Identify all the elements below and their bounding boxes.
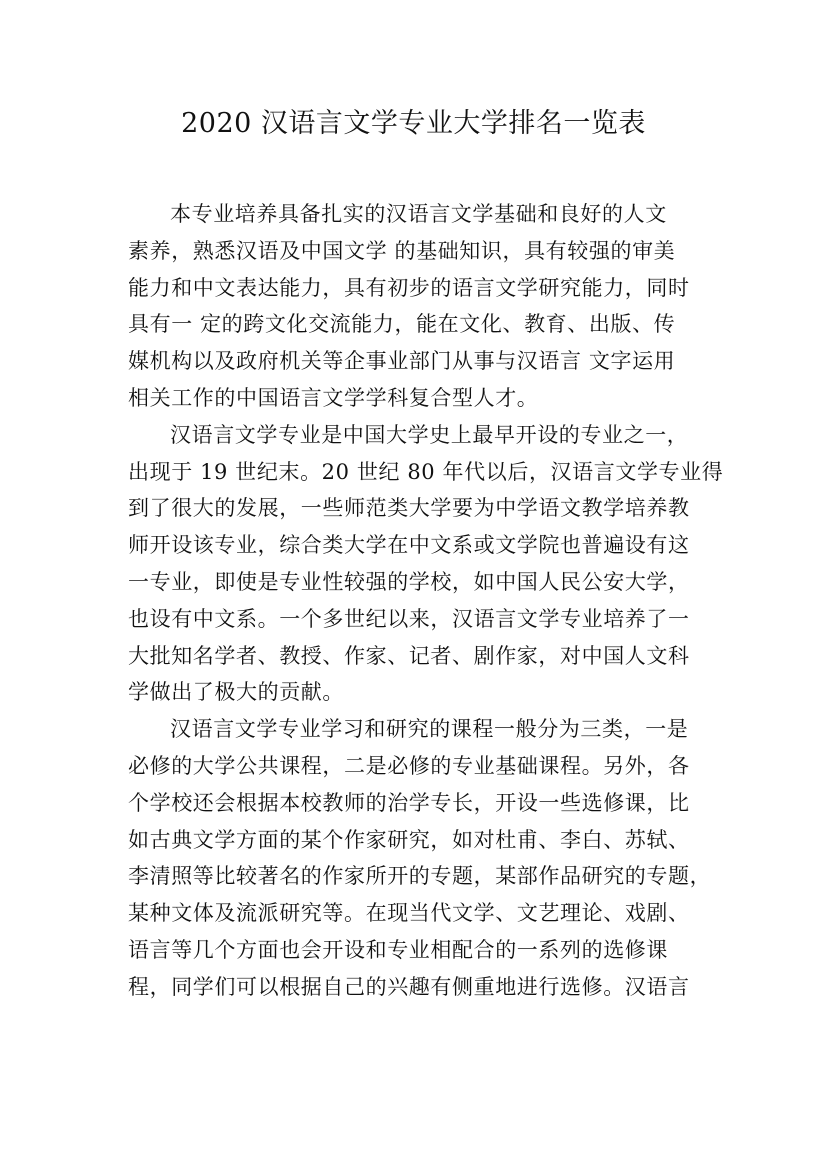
document-body xyxy=(128,196,724,1006)
text-line: 语言等几个方面也会开设和专业相配合的一系列的选修课 xyxy=(128,937,668,962)
text-line: 汉语言文学专业学习和研究的课程一般分为三类，一是 xyxy=(170,717,689,742)
text-line: 也设有中文系。一个多世纪以来，汉语言文学专业培养了一 xyxy=(128,606,690,631)
text-line: 大批知名学者、教授、作家、记者、剧作家，对中国人文科 xyxy=(128,643,690,668)
text-line: 必修的大学公共课程，二是必修的专业基础课程。另外，各 xyxy=(128,753,690,778)
text-line: 个学校还会根据本校教师的治学专长，开设一些选修课，比 xyxy=(128,790,690,815)
paragraph-3 xyxy=(128,711,712,1005)
text-line: 相关工作的中国语言文学学科复合型人才。 xyxy=(128,385,539,410)
paragraph-2 xyxy=(128,417,724,711)
text-line: 某种文体及流派研究等。在现当代文学、文艺理论、戏剧、 xyxy=(128,901,690,926)
text-line: 一专业，即使是专业性较强的学校，如中国人民公安大学， xyxy=(128,569,690,594)
text-line: 素养，熟悉汉语及中国文学 的基础知识，具有较强的审美 xyxy=(128,238,676,263)
text-line: 李清照等比较著名的作家所开的专题，某部作品研究的专题， xyxy=(128,864,712,889)
text-line: 能力和中文表达能力，具有初步的语言文学研究能力，同时 xyxy=(128,275,690,300)
text-line: 如古典文学方面的某个作家研究，如对杜甫、李白、苏轼、 xyxy=(128,827,690,852)
text-line: 本专业培养具备扎实的汉语言文学基础和良好的人文 xyxy=(170,202,667,226)
page-title: 2020 汉语言文学专业大学排名一览表 xyxy=(181,108,646,139)
text-line: 程，同学们可以根据自己的兴趣有侧重地进行选修。汉语言 xyxy=(128,974,690,999)
text-line: 媒机构以及政府机关等企事业部门从事与汉语言 文字运用 xyxy=(128,349,676,374)
text-line: 汉语言文学专业是中国大学史上最早开设的专业之一， xyxy=(170,422,689,447)
paragraph-1 xyxy=(128,196,712,417)
text-line: 出现于 19 世纪末。20 世纪 80 年代以后，汉语言文学专业得 xyxy=(128,459,724,484)
text-line: 具有一 定的跨文化交流能力，能在文化、教育、出版、传 xyxy=(128,312,676,337)
text-line: 学做出了极大的贡献。 xyxy=(128,680,344,705)
text-line: 到了很大的发展，一些师范类大学要为中学语文教学培养教 xyxy=(128,496,690,521)
text-line: 师开设该专业，综合类大学在中文系或文学院也普遍设有这 xyxy=(128,533,690,558)
